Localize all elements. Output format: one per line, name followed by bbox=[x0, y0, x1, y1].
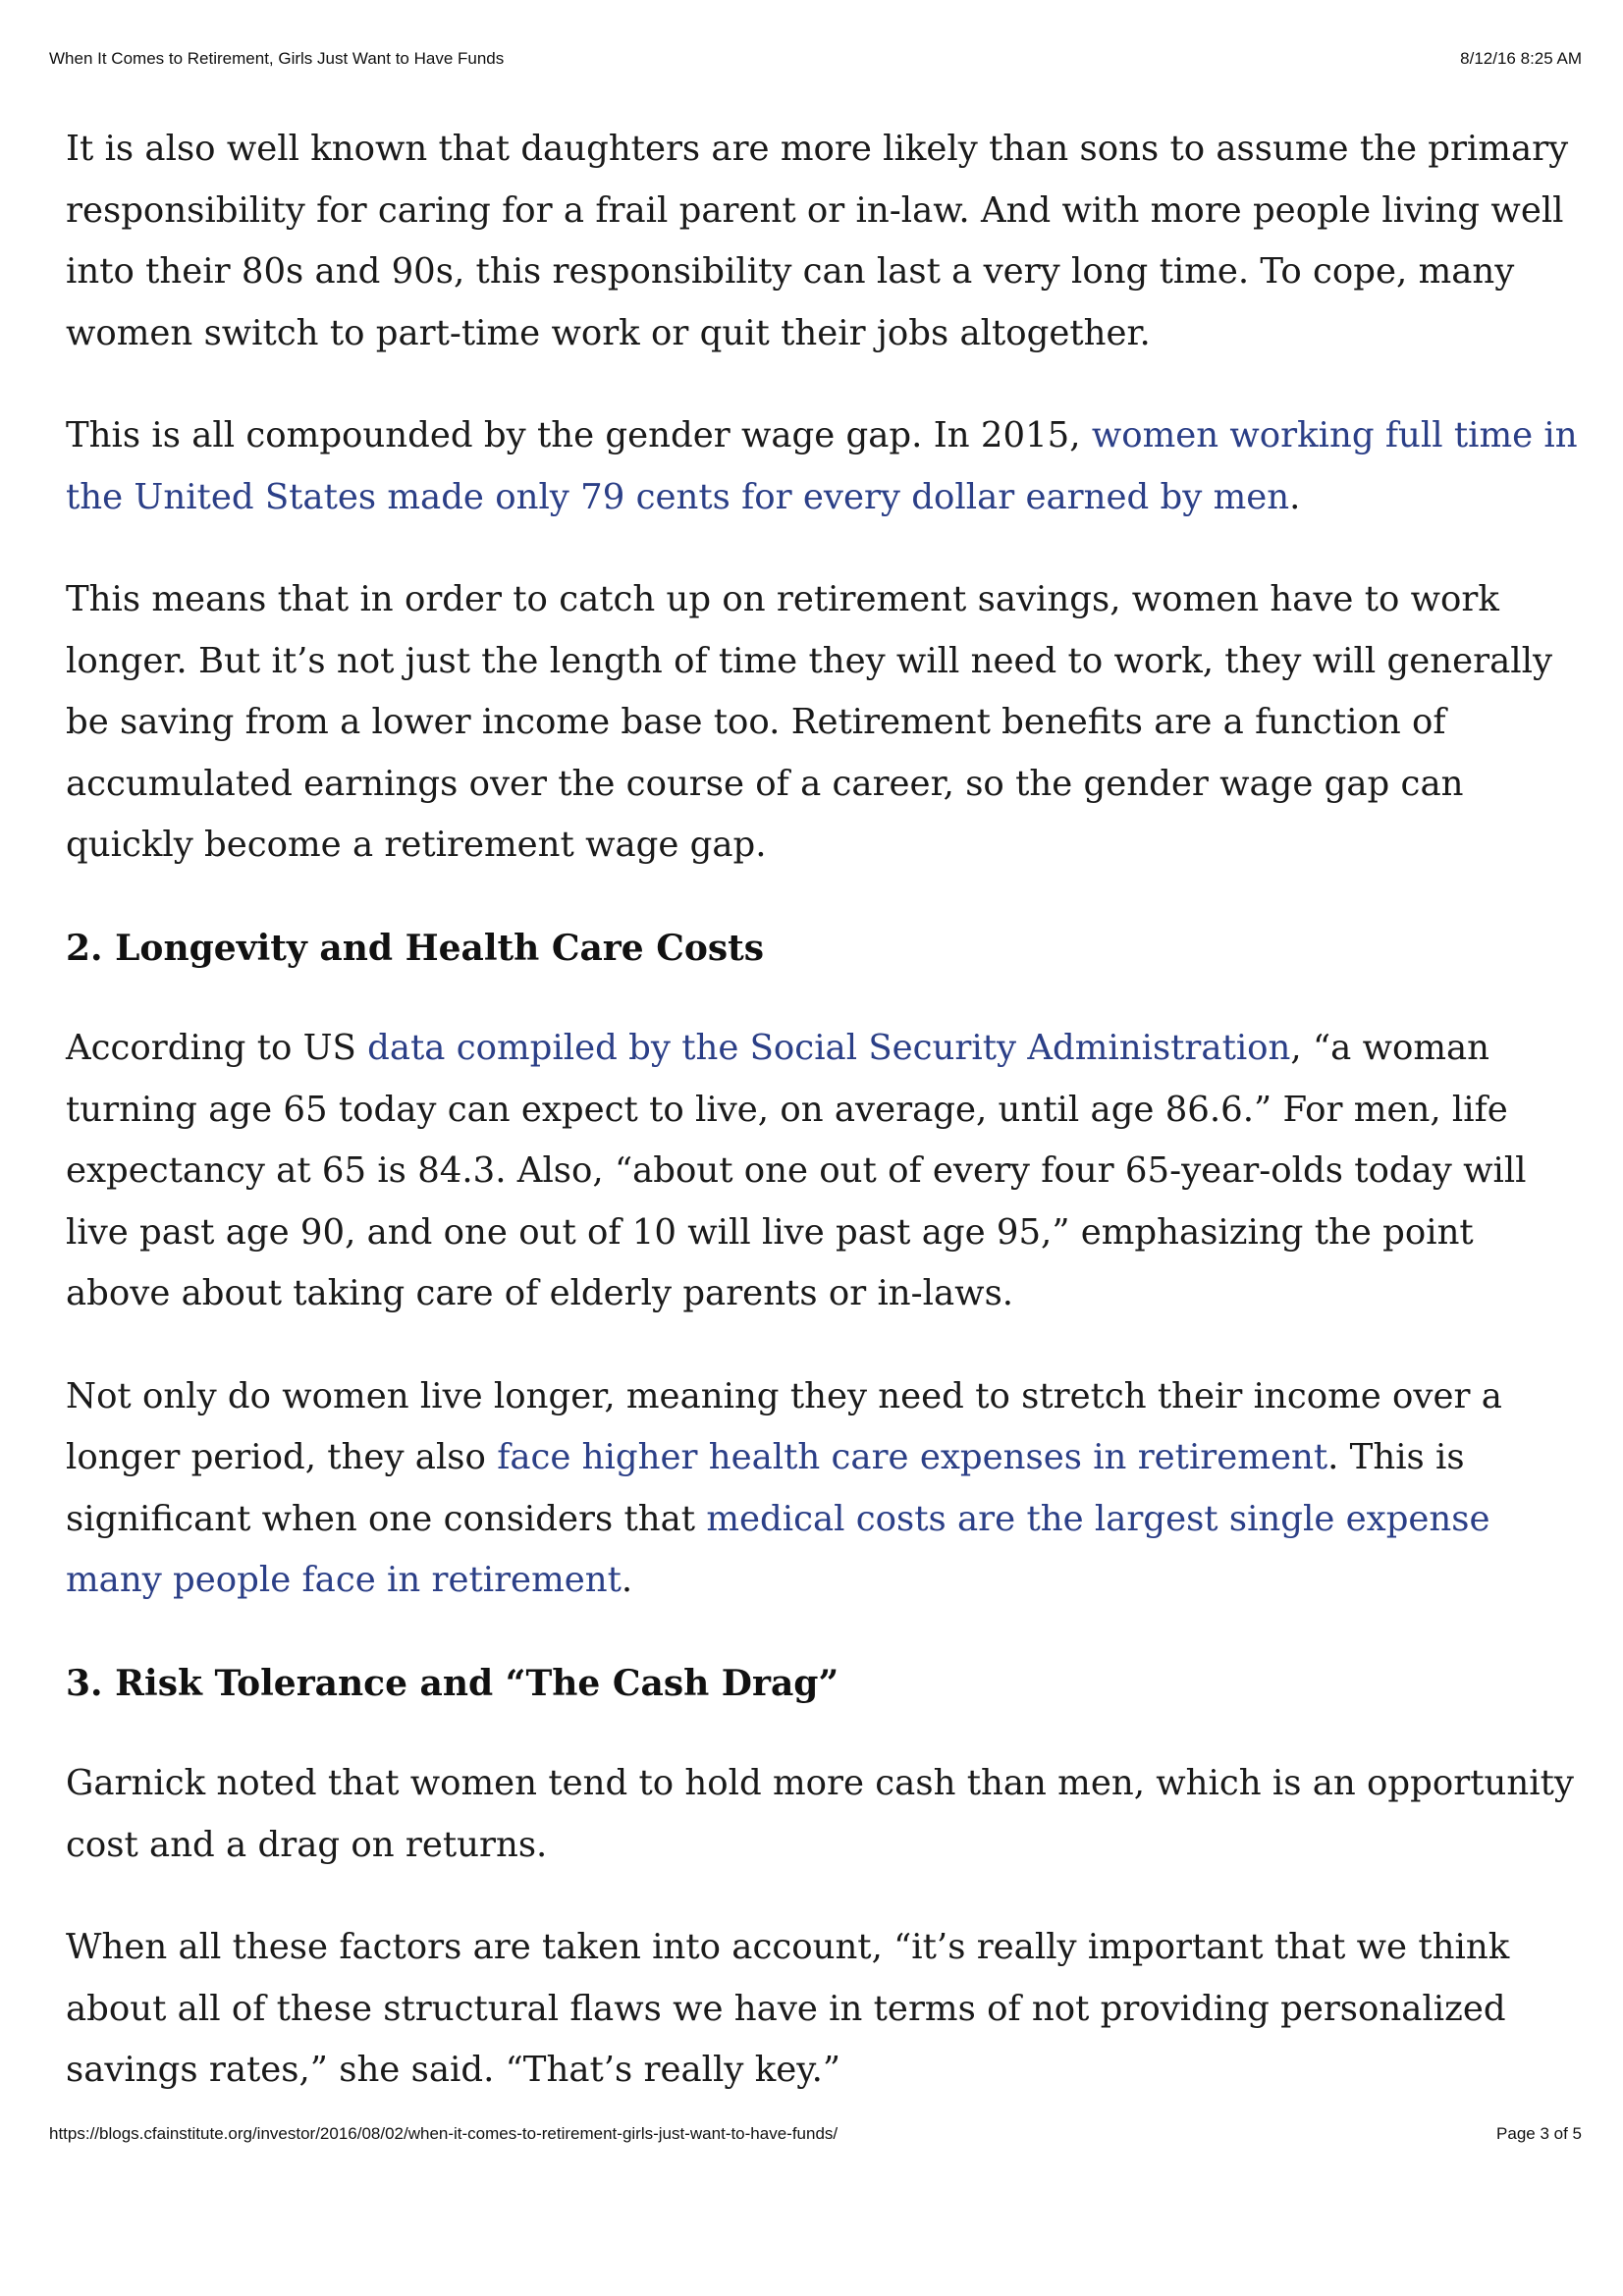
medical-costs-link[interactable]: medical costs are the largest single expense many people face in retirement bbox=[66, 1498, 1490, 1600]
article-body bbox=[66, 119, 1584, 2143]
wage-gap-link[interactable]: women working full time in the United States made only 79 cents for every dollar earned by men bbox=[66, 415, 1578, 517]
heading-longevity: 2. Longevity and Health Care Costs bbox=[66, 927, 765, 969]
print-footer bbox=[49, 2124, 1582, 2148]
page-title: When It Comes to Retirement, Girls Just Want to Have Funds bbox=[49, 49, 505, 68]
paragraph-retirement-savings: This means that in order to catch up on retirement savings, women have to work longer. But it’s not just the length of time they will need to work, they will generally be saving from a lower income base too. Retirement benefits are a function of accumulated earnings over the course of a career, so the gender wage gap can quickly become a retirement wage gap. bbox=[66, 579, 1553, 865]
health-costs-period: . bbox=[621, 1560, 633, 1600]
health-costs-middle: . This is significant when one considers that bbox=[66, 1437, 1465, 1539]
paragraph-caregiving: It is also well known that daughters are more likely than sons to assume the primary responsibility for caring for a frail parent or in-law. And with more people living well into their 80s and 90s, this responsibility can last a very long time. To cope, many women switch to part-time work or quit their jobs altogether. bbox=[66, 129, 1569, 353]
heading-risk-tolerance: 3. Risk Tolerance and “The Cash Drag” bbox=[66, 1662, 839, 1704]
page-number: Page 3 of 5 bbox=[1496, 2124, 1582, 2143]
paragraph-cash-drag: Garnick noted that women tend to hold more cash than men, which is an opportunity cost and a drag on returns. bbox=[66, 1763, 1574, 1865]
paragraph-wage-gap bbox=[66, 405, 1584, 528]
paragraph-health-costs bbox=[66, 1366, 1584, 1612]
health-care-expenses-link[interactable]: face higher health care expenses in retirement bbox=[497, 1437, 1328, 1477]
paragraph-quote: When all these factors are taken into account, “it’s really important that we think about all of these structural flaws we have in terms of not providing personalized savings rates,” she said. “That’s really key.” bbox=[66, 1927, 1510, 2090]
wage-gap-period: . bbox=[1289, 476, 1301, 517]
wage-gap-text: This is all compounded by the gender wage gap. In 2015, bbox=[66, 415, 1092, 455]
paragraph-life-expectancy bbox=[66, 1018, 1584, 1325]
print-datetime: 8/12/16 8:25 AM bbox=[1460, 49, 1582, 68]
life-expectancy-text: , “a woman turning age 65 today can expect to live, on average, until age 86.6.” For men, life expectancy at 65 is 84.3. Also, “about one out of every four 65-year-olds today will live past age 90, and one out of 10 will live past age 95,” emphasizing the point above about taking care of elderly parents or in-laws. bbox=[66, 1028, 1527, 1313]
life-expectancy-intro: According to US bbox=[66, 1028, 368, 1068]
page-url: https://blogs.cfainstitute.org/investor/2016/08/02/when-it-comes-to-retirement-girls-just-want-to-have-funds/ bbox=[49, 2124, 839, 2143]
health-costs-intro: Not only do women live longer, meaning they need to stretch their income over a longer period, they also bbox=[66, 1375, 1502, 1477]
print-header bbox=[49, 49, 1582, 73]
ssa-data-link[interactable]: data compiled by the Social Security Administration bbox=[367, 1028, 1291, 1068]
